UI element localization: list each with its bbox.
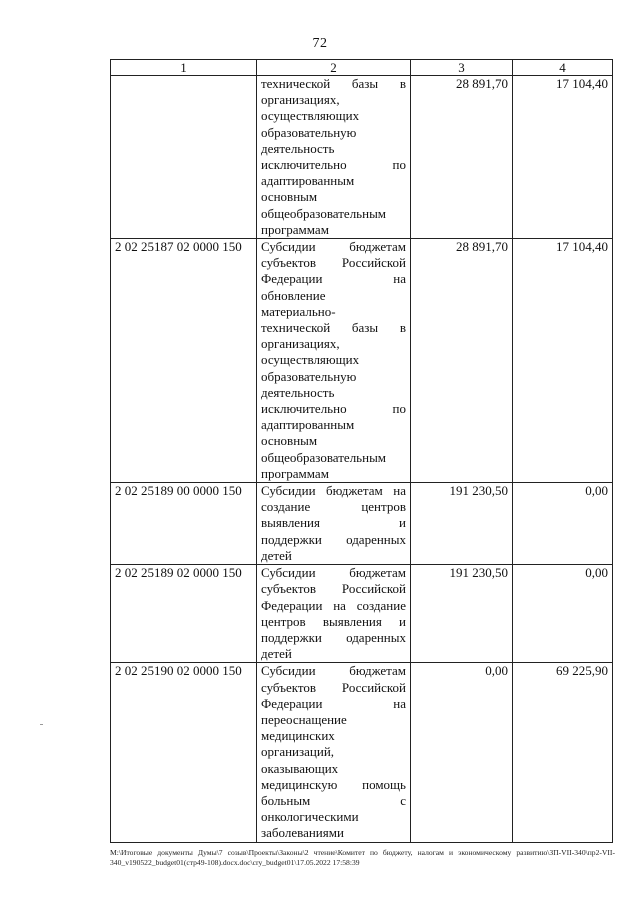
revenue-name-line: исключительно по	[261, 401, 406, 417]
budget-code-cell: 2 02 25187 02 0000 150	[111, 239, 257, 483]
column-header-2: 2	[257, 60, 411, 76]
revenue-name-line: осуществляющих	[261, 352, 360, 368]
revenue-name-line: оказывающих	[261, 760, 339, 776]
revenue-name-line: субъектов Российской	[261, 581, 406, 597]
revenue-name-line: Субсидии бюджетам	[261, 565, 406, 581]
budget-code-cell	[111, 76, 257, 239]
revenue-name-line: материально-	[261, 303, 336, 319]
table-header-row	[111, 60, 613, 76]
amount-column-3-cell: 191 230,50	[411, 483, 513, 565]
revenue-name-line: Субсидии бюджетам	[261, 663, 406, 679]
revenue-name-line: исключительно по	[261, 157, 406, 173]
column-header-3: 3	[411, 60, 513, 76]
revenue-name-line: детей	[261, 646, 292, 662]
column-header-1: 1	[111, 60, 257, 76]
revenue-name-cell	[257, 239, 411, 483]
revenue-name-line: осуществляющих	[261, 108, 360, 124]
column-header-4: 4	[513, 60, 613, 76]
revenue-name-line: детей	[261, 547, 292, 563]
file-path-footer: M:\Итоговые документы Думы\7 созыв\Проекты\Законы\2 чтение\Комитет по бюджету, налогам и экономическому развитию\ЗП-VII-340\пр2-VII-340_v190522_budget01(стр49-108).docx.doc\cry_budget01\17.05.2022 17:58:39	[110, 848, 615, 867]
revenue-name-line: субъектов Российской	[261, 255, 406, 271]
table-row	[111, 76, 613, 239]
margin-mark	[40, 724, 43, 725]
revenue-name-line: создание центров	[261, 499, 406, 515]
revenue-name-line: организациях,	[261, 92, 340, 108]
table-row	[111, 239, 613, 483]
budget-code-cell: 2 02 25189 00 0000 150	[111, 483, 257, 565]
revenue-name-line: технической базы в	[261, 320, 406, 336]
revenue-name-line: онкологическими	[261, 809, 359, 825]
page-number: 72	[312, 36, 328, 51]
revenue-name-line: организациях,	[261, 336, 340, 352]
revenue-name-line: Федерации на создание	[261, 597, 406, 613]
revenue-name-line: заболеваниями	[261, 825, 344, 841]
revenue-name-line: образовательную	[261, 368, 357, 384]
revenue-name-line: основным	[261, 433, 318, 449]
budget-code-cell: 2 02 25189 02 0000 150	[111, 565, 257, 663]
revenue-name-line: Субсидии бюджетам	[261, 239, 406, 255]
revenue-name-cell	[257, 483, 411, 565]
amount-column-4-cell: 17 104,40	[513, 239, 613, 483]
revenue-name-line: поддержки одаренных	[261, 531, 406, 547]
amount-column-4-cell: 69 225,90	[513, 663, 613, 842]
revenue-name-line: Федерации на	[261, 271, 406, 287]
budget-code-cell: 2 02 25190 02 0000 150	[111, 663, 257, 842]
amount-column-4-cell: 0,00	[513, 483, 613, 565]
revenue-name-line: организаций,	[261, 744, 335, 760]
revenue-name-line: Субсидии бюджетам на	[261, 483, 406, 499]
revenue-name-line: медицинских	[261, 728, 335, 744]
revenue-name-line: общеобразовательным	[261, 205, 387, 221]
amount-column-3-cell: 28 891,70	[411, 76, 513, 239]
budget-table	[110, 59, 613, 843]
revenue-name-line: адаптированным	[261, 173, 355, 189]
amount-column-3-cell: 28 891,70	[411, 239, 513, 483]
revenue-name-line: поддержки одаренных	[261, 629, 406, 645]
table-body	[111, 76, 613, 843]
revenue-name-cell	[257, 76, 411, 239]
revenue-name-line: обновление	[261, 287, 326, 303]
revenue-name-line: основным	[261, 189, 318, 205]
table-row	[111, 663, 613, 842]
revenue-name-line: программам	[261, 465, 329, 481]
revenue-name-line: деятельность	[261, 384, 335, 400]
revenue-name-line: Федерации на	[261, 695, 406, 711]
revenue-name-cell	[257, 663, 411, 842]
revenue-name-line: выявления и	[261, 515, 406, 531]
revenue-name-line: образовательную	[261, 124, 357, 140]
table-row	[111, 483, 613, 565]
amount-column-3-cell: 191 230,50	[411, 565, 513, 663]
revenue-name-line: общеобразовательным	[261, 449, 387, 465]
revenue-name-line: технической базы в	[261, 76, 406, 91]
revenue-name-line: переоснащение	[261, 711, 347, 727]
revenue-name-cell	[257, 565, 411, 663]
revenue-name-line: медицинскую помощь	[261, 776, 406, 792]
revenue-name-line: субъектов Российской	[261, 679, 406, 695]
revenue-name-line: адаптированным	[261, 417, 355, 433]
revenue-name-line: больным с	[261, 792, 406, 808]
amount-column-3-cell: 0,00	[411, 663, 513, 842]
amount-column-4-cell: 0,00	[513, 565, 613, 663]
amount-column-4-cell: 17 104,40	[513, 76, 613, 239]
revenue-name-line: центров выявления и	[261, 613, 406, 629]
revenue-name-line: деятельность	[261, 140, 335, 156]
table-row	[111, 565, 613, 663]
revenue-name-line: программам	[261, 221, 329, 237]
